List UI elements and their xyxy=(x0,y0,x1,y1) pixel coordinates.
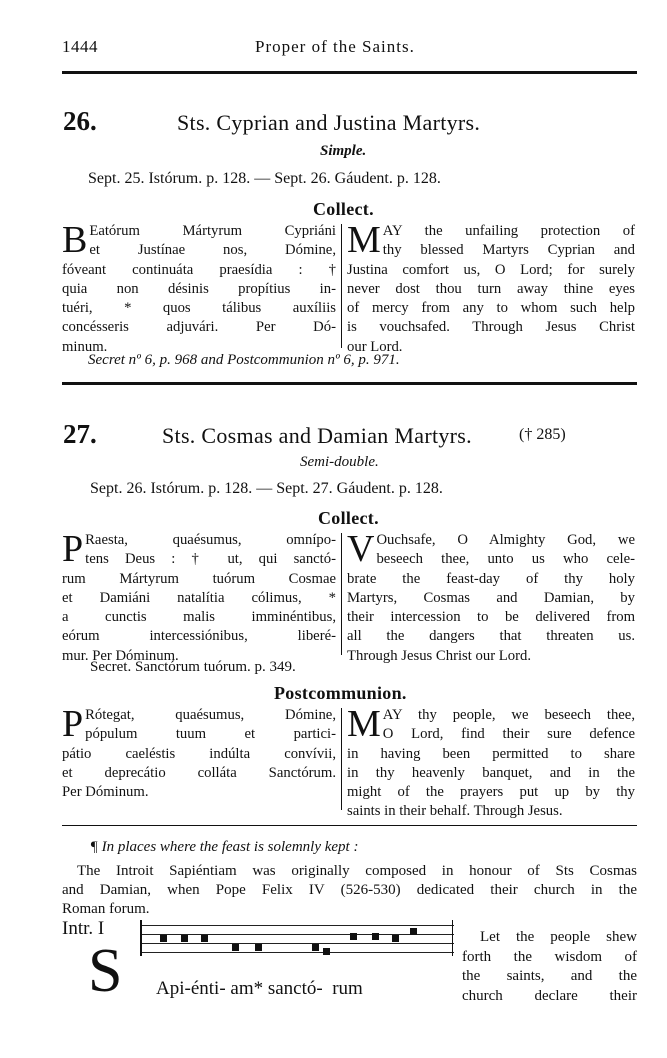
feast-27-death-year: († 285) xyxy=(519,426,566,443)
text-line: O Lord, find their sure defence xyxy=(382,726,635,743)
text-line: never dost thou turn away thine eyes xyxy=(347,280,635,297)
text-line: Eatórum Mártyrum Cypriáni xyxy=(89,223,336,239)
text-line: Martyrs, Cosmas and Damian, by xyxy=(347,589,635,606)
text-line: the saints, and the xyxy=(462,968,637,984)
text-line: quia non désinis propítius in- xyxy=(62,280,336,297)
text-line: thy blessed Martyrs Cyprian and xyxy=(382,242,635,259)
postcommunion-heading: Postcommunion. xyxy=(274,683,407,703)
postcommunion-latin xyxy=(62,703,336,802)
text-line: saints in their behalf. Through Jesus. xyxy=(347,803,563,820)
text-line: Raesta, quaésumus, omnípo- xyxy=(85,532,336,548)
feast-27-collect-latin xyxy=(62,528,336,666)
column-divider xyxy=(341,533,342,655)
text-line: church declare their xyxy=(462,987,637,1004)
solemn-heading: ¶ In places where the feast is solemnly kept : xyxy=(90,839,359,855)
text-line: The Introit Sapiéntiam was originally composed in honour of Sts Cosmas xyxy=(77,863,637,879)
text-line: brate the feast-day of thy holy xyxy=(347,570,635,587)
chant-initial: S xyxy=(88,937,123,1005)
text-line: a cunctis malis imminéntibus, xyxy=(62,609,336,626)
text-line: mur. Per Dóminum. xyxy=(62,647,179,664)
chant-text: Api-énti- am* sanctó- rum xyxy=(156,978,363,999)
text-line: Roman forum. xyxy=(62,901,150,917)
text-line: et Justínae nos, Dómine, xyxy=(89,242,336,259)
text-line: Let the people shew xyxy=(480,929,637,945)
text-line: minum. xyxy=(62,338,108,355)
feast-27-rank: Semi-double. xyxy=(300,454,379,470)
column-divider xyxy=(341,708,342,810)
text-line: our Lord. xyxy=(347,338,403,355)
feast-26-number: 26. xyxy=(63,106,97,136)
header-rule xyxy=(62,71,637,74)
feast-26-rank: Simple. xyxy=(320,143,367,159)
column-divider xyxy=(341,224,342,348)
chant-note xyxy=(392,935,399,942)
feast-26-collect-english xyxy=(347,219,635,357)
drop-cap: B xyxy=(62,219,88,261)
text-line: et Damiáni natalítia cólimus, * xyxy=(62,589,336,606)
clef-icon xyxy=(140,920,142,956)
text-line: beseech thee, unto us who cele- xyxy=(376,551,635,568)
feast-26-rubric: Sept. 25. Istórum. p. 128. — Sept. 26. Gáudent. p. 128. xyxy=(88,170,441,187)
feast-27-rubric: Sept. 26. Istórum. p. 128. — Sept. 27. Gáudent. p. 128. xyxy=(90,480,443,497)
introit-english xyxy=(462,928,637,1006)
staff-line xyxy=(140,943,454,944)
text-line: eórum intercessiónibus, liberé- xyxy=(62,628,336,645)
postcommunion-english xyxy=(347,703,635,822)
text-line: Ouchsafe, O Almighty God, we xyxy=(376,532,635,548)
chant-note xyxy=(160,935,167,942)
text-line: AY thy people, we beseech thee, xyxy=(382,707,635,723)
text-line: pátio caeléstis indúlta convívii, xyxy=(62,745,336,762)
chant-note xyxy=(232,944,239,951)
text-line: fóveant continuáta praesídia : † xyxy=(62,261,336,278)
text-line: all the dangers that threaten us. xyxy=(347,628,635,645)
feast-26-title: Sts. Cyprian and Justina Martyrs. xyxy=(177,110,481,135)
chant-note xyxy=(350,933,357,940)
text-line: Rótegat, quaésumus, Dómine, xyxy=(85,707,336,723)
text-line: Per Dóminum. xyxy=(62,784,149,801)
drop-cap: P xyxy=(62,703,84,745)
text-line: tens Deus : † ut, qui sanctó- xyxy=(85,551,336,568)
feast-26-collect-heading: Collect. xyxy=(313,199,374,219)
text-line: AY the unfailing protection of xyxy=(382,223,635,239)
text-line: rum Mártyrum tuórum Cosmae xyxy=(62,570,336,587)
text-line: in having been permitted to share xyxy=(347,745,635,762)
drop-cap: V xyxy=(347,528,375,570)
text-line: their intercession to be delivered from xyxy=(347,609,635,626)
chant-note xyxy=(323,948,330,955)
introit-label: Intr. I xyxy=(62,918,105,939)
text-line: in thy heavenly banquet, and in the xyxy=(347,764,635,781)
feast-27-number: 27. xyxy=(63,419,97,449)
staff-line xyxy=(140,952,454,953)
drop-cap: M xyxy=(347,703,381,745)
chant-note xyxy=(372,933,379,940)
feast-26-footer-rubric: Secret nº 6, p. 968 and Postcommunion nº 6, p. 971. xyxy=(88,352,400,368)
text-line: tuéri, * quos tálibus auxíliis xyxy=(62,300,336,317)
text-line: forth the wisdom of xyxy=(462,948,637,965)
chant-note xyxy=(201,935,208,942)
text-line: concésseris adjuvári. Per Dó- xyxy=(62,319,336,336)
running-title: Proper of the Saints. xyxy=(255,37,415,56)
text-line: might of the prayers put up by thy xyxy=(347,784,635,801)
text-line: et deprecátio colláta Sanctórum. xyxy=(62,764,336,781)
text-line: pópulum tuum et partici- xyxy=(85,726,336,743)
text-line: and Damian, when Pope Felix IV (526-530) dedicated their church in the xyxy=(62,882,637,898)
drop-cap: P xyxy=(62,528,84,570)
feast-26-collect-latin xyxy=(62,219,336,357)
chant-note xyxy=(312,944,319,951)
chant-note xyxy=(410,928,417,935)
solemn-note xyxy=(62,862,637,919)
feast-27-secret-rubric: Secret. Sanctórum tuórum. p. 349. xyxy=(90,659,296,675)
section-rule xyxy=(62,382,637,385)
text-line: of mercy from any to whom such help xyxy=(347,300,635,317)
feast-27-collect-heading: Collect. xyxy=(318,508,379,528)
bar-line xyxy=(452,920,453,956)
feast-27-collect-english xyxy=(347,528,635,666)
text-line: is vouchsafed. Through Jesus Christ xyxy=(347,319,635,336)
text-line: Justina comfort us, O Lord; for surely xyxy=(347,261,635,278)
chant-note xyxy=(255,944,262,951)
page-number: 1444 xyxy=(62,37,98,56)
staff-line xyxy=(140,925,454,926)
text-line: Through Jesus Christ our Lord. xyxy=(347,647,531,664)
chant-note xyxy=(181,935,188,942)
section-rule xyxy=(62,825,637,826)
drop-cap: M xyxy=(347,219,381,261)
feast-27-title: Sts. Cosmas and Damian Martyrs. xyxy=(162,423,472,448)
